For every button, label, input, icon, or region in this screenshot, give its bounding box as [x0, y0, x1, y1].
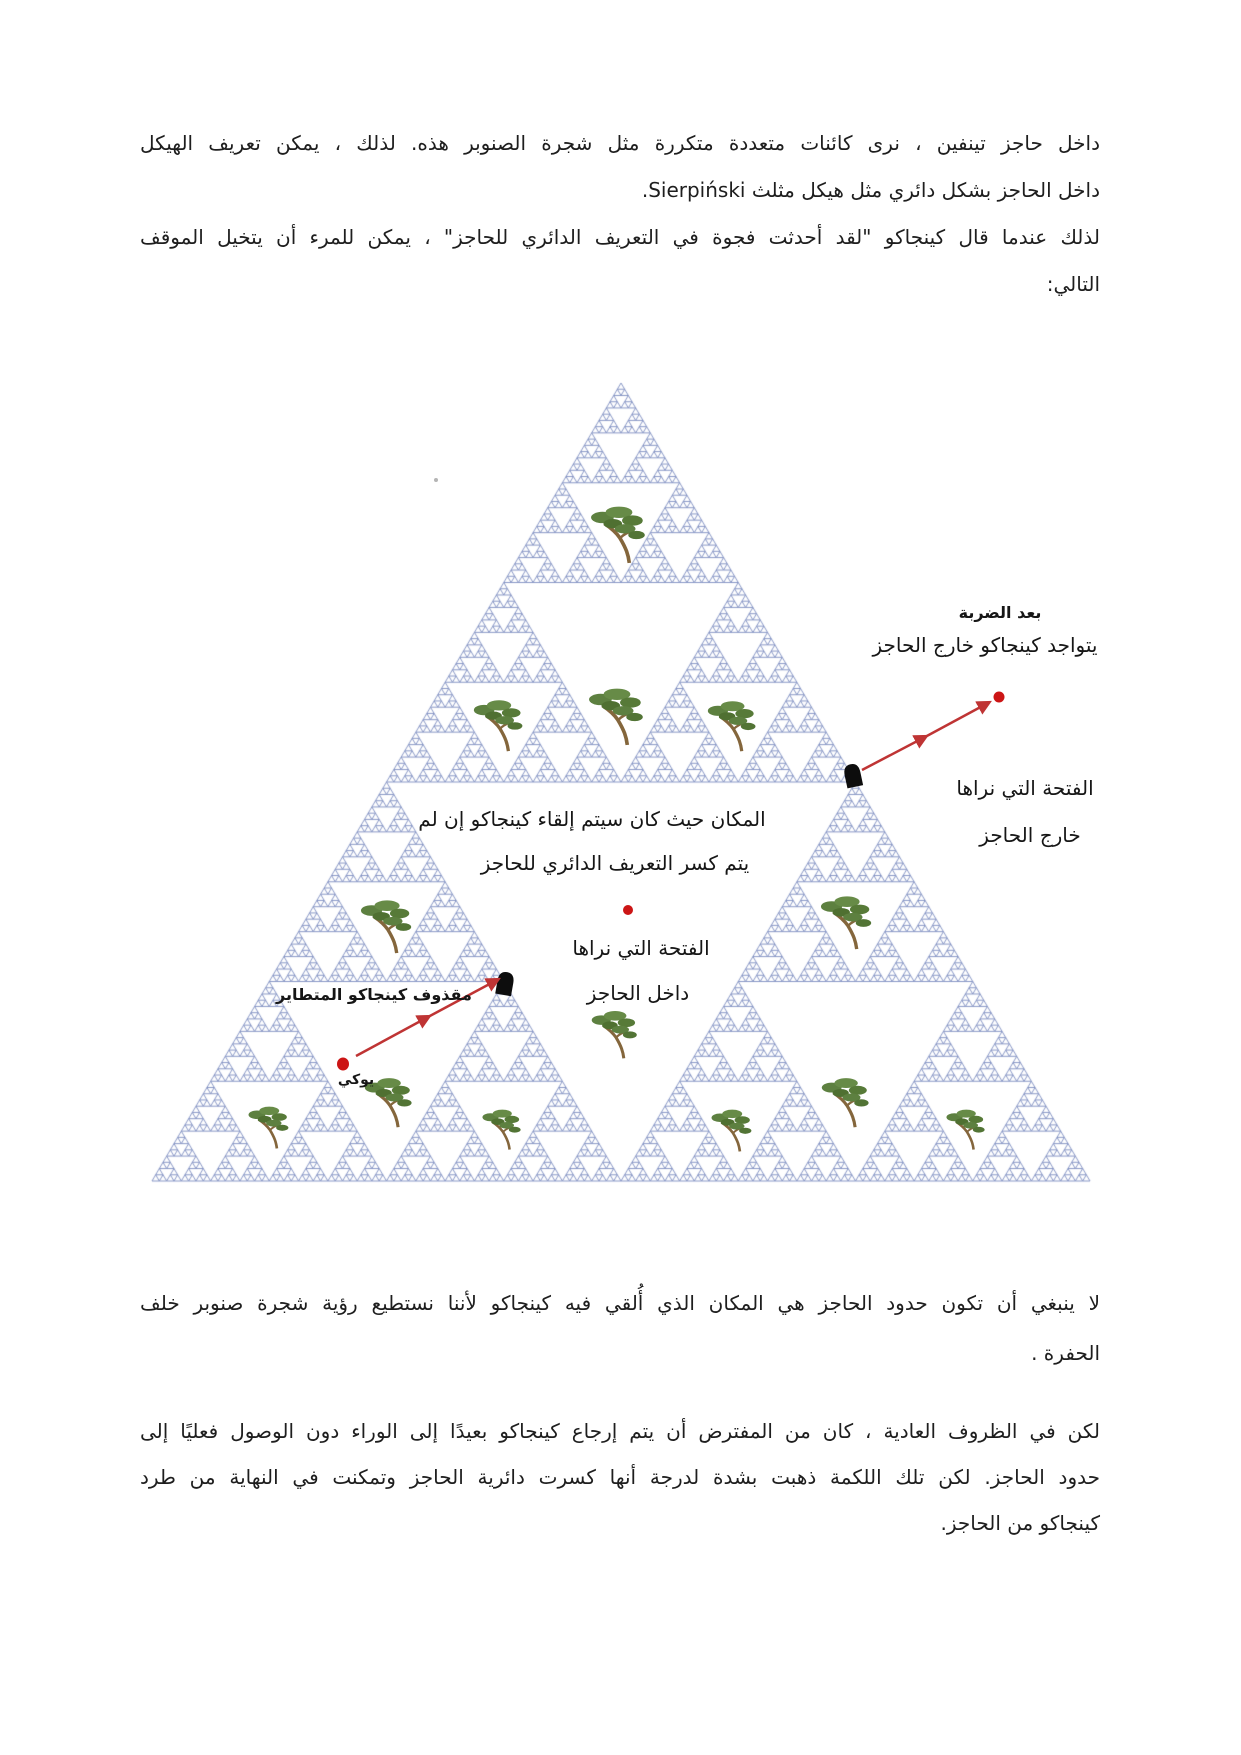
- red-dot-outside-barrier: [994, 692, 1005, 703]
- conclusion-paragraph: [140, 1408, 1100, 1546]
- red-dot-yuki: [337, 1058, 349, 1071]
- pine-tree-icon: [249, 1107, 289, 1149]
- pine-tree-icon: [591, 507, 645, 563]
- pine-tree-icon: [474, 700, 523, 751]
- paragraph-line: لكن في الظروف العادية ، كان من المفترض أن يتم إرجاع كينجاكو بعيدًا إلى الوراء دون الوصول فعليًا إلى: [140, 1419, 1100, 1443]
- pine-tree-icon: [946, 1110, 984, 1150]
- center-label-line1: المكان حيث كان سيتم إلقاء كينجاكو إن لم: [418, 807, 766, 831]
- projectile-label: مقذوف كينجاكو المتطاير: [276, 985, 472, 1004]
- inside-gap-label-line1: الفتحة التي نراها: [572, 936, 710, 960]
- pine-tree-icon: [822, 1078, 869, 1127]
- pine-tree-icon: [712, 1110, 752, 1152]
- paragraph-line: حدود الحاجز. لكن تلك اللكمة ذهبت بشدة لدرجة أنها كسرت دائرية الحاجز وتمكنت في النهاية من طرد: [140, 1465, 1100, 1489]
- pine-tree-icon: [592, 1011, 637, 1058]
- paragraph-line: لا ينبغي أن تكون حدود الحاجز هي المكان الذي أُلقي فيه كينجاكو لأننا نستطيع رؤية شجرة صنوبر خلف: [140, 1291, 1100, 1315]
- barrier-gap-outside-blob: [843, 763, 863, 789]
- center-label-line2: يتم كسر التعريف الدائري للحاجز: [480, 851, 750, 875]
- yuki-label: يوكي: [337, 1072, 375, 1088]
- pine-tree-icon: [482, 1110, 520, 1150]
- barrier-bounds-paragraph: [140, 1278, 1100, 1378]
- after-hit-title-label: بعد الضربة: [958, 603, 1042, 622]
- pine-tree-icon: [821, 896, 871, 949]
- outside-gap-label-line1: الفتحة التي نراها: [956, 776, 1094, 800]
- outside-gap-label-line2: خارج الحاجز: [979, 823, 1081, 847]
- ejection-arrow: [862, 703, 988, 770]
- red-dot-inside-barrier: [623, 905, 633, 915]
- inside-gap-label-line2: داخل الحاجز: [586, 981, 690, 1005]
- paragraph-line: الحفرة .: [1031, 1341, 1100, 1365]
- after-hit-body-label: يتواجد كينجاكو خارج الحاجز: [872, 633, 1098, 657]
- pine-tree-icon: [361, 900, 411, 953]
- paragraph-line: كينجاكو من الحاجز.: [940, 1511, 1100, 1535]
- pine-tree-icon: [708, 701, 756, 751]
- barrier-gap-inside-blob: [495, 971, 515, 996]
- pine-tree-icon: [589, 689, 643, 745]
